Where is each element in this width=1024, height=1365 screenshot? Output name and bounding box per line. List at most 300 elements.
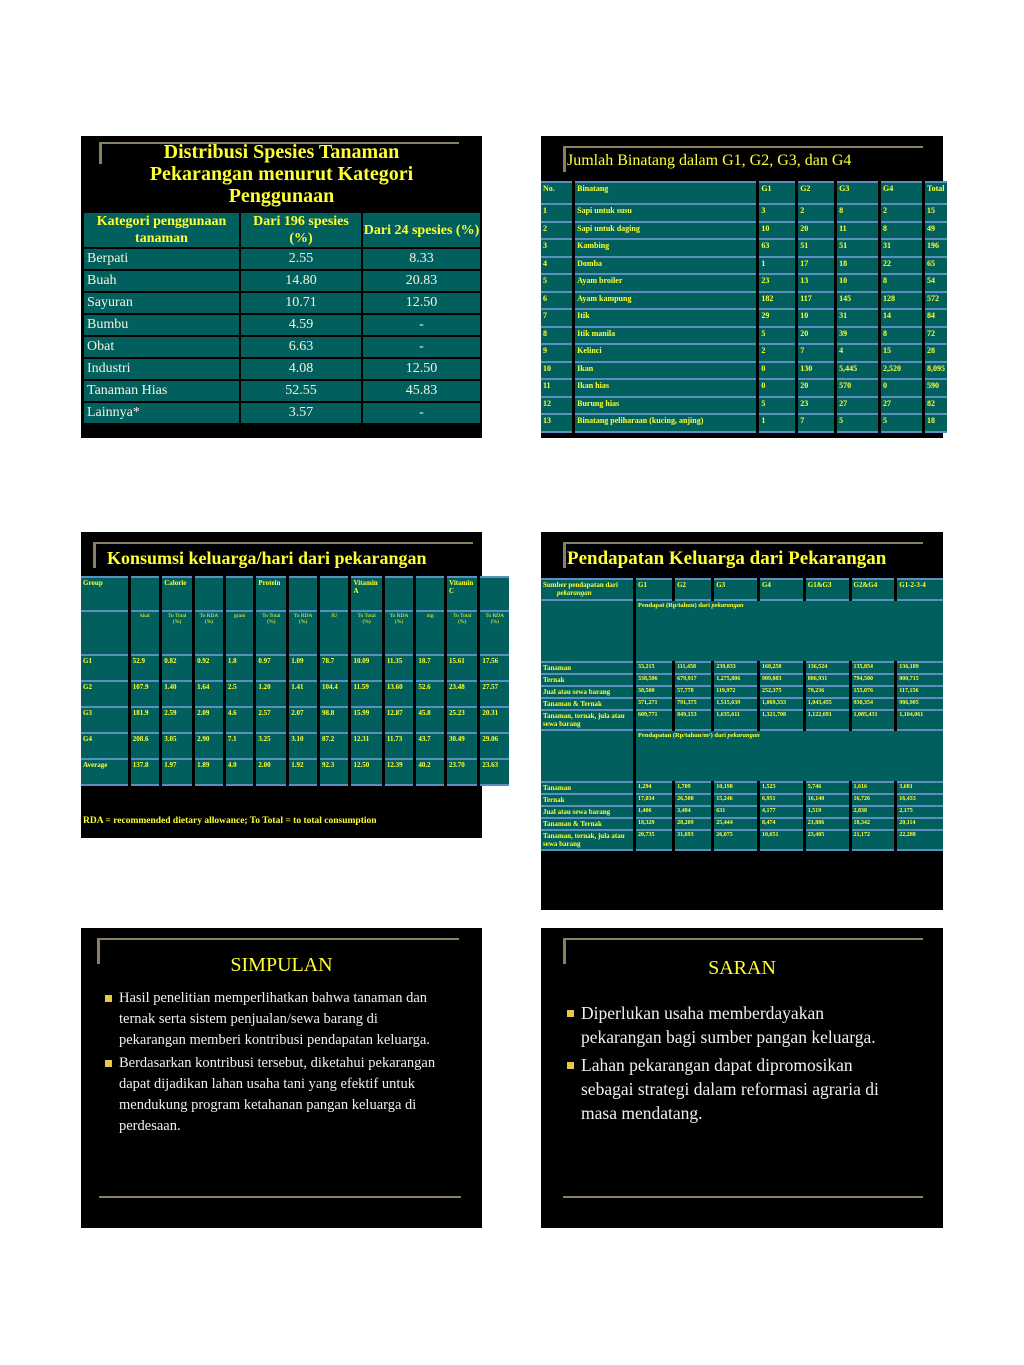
cell: 1,321,708 bbox=[758, 710, 804, 730]
cell: 145 bbox=[836, 292, 880, 310]
header-cell: G2 bbox=[797, 182, 836, 204]
cell: G2 bbox=[81, 681, 129, 707]
cell: Burung hias bbox=[574, 397, 758, 415]
subheader-cell: To Total (%) bbox=[161, 611, 194, 655]
cell: Tanaman & Ternak bbox=[541, 698, 635, 710]
cell: G1 bbox=[81, 655, 129, 681]
table-row bbox=[541, 397, 947, 415]
cell: Tanaman bbox=[541, 662, 635, 674]
table-row bbox=[81, 707, 509, 733]
cell: 20.31 bbox=[479, 707, 509, 733]
cell: 2,838 bbox=[850, 806, 896, 818]
value-cell: 20.83 bbox=[362, 270, 481, 292]
cell: Ayam broiler bbox=[574, 274, 758, 292]
slide-title: Pendapatan Keluarga dari Pekarangan bbox=[567, 548, 887, 569]
cell: 13 bbox=[797, 274, 836, 292]
cell: 1,523 bbox=[758, 782, 804, 794]
cell: 1,069,333 bbox=[758, 698, 804, 710]
header-category: Kategori penggunaan tanaman bbox=[83, 212, 240, 248]
value-cell: 8.33 bbox=[362, 248, 481, 270]
slide-title bbox=[81, 141, 482, 207]
table-row bbox=[83, 292, 481, 314]
cell: 1.20 bbox=[255, 681, 288, 707]
table-row bbox=[541, 698, 943, 710]
cell: 1,616 bbox=[850, 782, 896, 794]
cell: 4 bbox=[836, 344, 880, 362]
cell: 930,354 bbox=[850, 698, 896, 710]
cell: 20,114 bbox=[896, 818, 943, 830]
table-row bbox=[83, 380, 481, 402]
blank-cell bbox=[541, 600, 635, 662]
cell: 79,236 bbox=[804, 686, 850, 698]
cell: 10,198 bbox=[713, 782, 759, 794]
cell: 98.8 bbox=[318, 707, 349, 733]
cell: 1,104,061 bbox=[896, 710, 943, 730]
category-cell: Obat bbox=[83, 336, 240, 358]
cell: Itik bbox=[574, 309, 758, 327]
cell: 23.63 bbox=[479, 759, 509, 785]
cell: 806,931 bbox=[804, 674, 850, 686]
cell: 3.10 bbox=[288, 733, 319, 759]
cell: 15,246 bbox=[713, 794, 759, 806]
cell: 1 bbox=[758, 414, 797, 432]
cell: 31 bbox=[880, 239, 924, 257]
list-item bbox=[581, 1053, 901, 1125]
value-cell: 2.55 bbox=[240, 248, 362, 270]
cell: 14 bbox=[880, 309, 924, 327]
cell: 1 bbox=[541, 204, 574, 222]
cell: 1,085,431 bbox=[850, 710, 896, 730]
table-row bbox=[541, 710, 943, 730]
cell: 10 bbox=[541, 362, 574, 380]
cell: 27.57 bbox=[479, 681, 509, 707]
cell: 26,075 bbox=[713, 830, 759, 850]
table-row bbox=[541, 309, 947, 327]
cell: 5,746 bbox=[804, 782, 850, 794]
cell: 2 bbox=[541, 222, 574, 240]
cell: 2.07 bbox=[288, 707, 319, 733]
cell: 104.4 bbox=[318, 681, 349, 707]
cell: 51 bbox=[797, 239, 836, 257]
cell: 12.50 bbox=[350, 759, 383, 785]
category-cell: Buah bbox=[83, 270, 240, 292]
cell: 2,520 bbox=[880, 362, 924, 380]
cell: 23 bbox=[797, 397, 836, 415]
bullet-text: Hasil penelitian memperlihatkan bahwa tanaman dan ternak serta sistem penjualan/sewa barang di pekarangan memberi kontribusi pendapatan keluarga. bbox=[119, 990, 430, 1048]
header-cell: G2 bbox=[674, 579, 713, 600]
title-rule-tick bbox=[563, 146, 566, 172]
section-title-text: Pendapatan (Rp/tahun/m²) dari bbox=[638, 732, 728, 739]
cell: 40.2 bbox=[415, 759, 446, 785]
cell: 23.70 bbox=[446, 759, 479, 785]
cell: 1.89 bbox=[194, 759, 225, 785]
cell: 15.61 bbox=[446, 655, 479, 681]
slide-saran bbox=[541, 928, 943, 1228]
cell: 1.97 bbox=[161, 759, 194, 785]
header-line: Sumber pendapatan dari bbox=[543, 581, 618, 589]
subheader-cell: IU bbox=[318, 611, 349, 655]
slide-pendapatan bbox=[541, 532, 943, 910]
header-cell: Calorie bbox=[161, 577, 194, 611]
cell: 39 bbox=[836, 327, 880, 345]
title-rule-tick bbox=[563, 542, 566, 568]
cell: 2.00 bbox=[255, 759, 288, 785]
header-24: Dari 24 spesies (%) bbox=[362, 212, 481, 248]
header-cell: Vitamin C bbox=[446, 577, 479, 611]
category-cell: Berpati bbox=[83, 248, 240, 270]
bullet-icon bbox=[105, 1060, 112, 1067]
header-cell bbox=[194, 577, 225, 611]
cell: 2.59 bbox=[161, 707, 194, 733]
cell: 17 bbox=[797, 257, 836, 275]
section-title-em: pekarangan bbox=[711, 602, 744, 609]
cell: 18 bbox=[924, 414, 948, 432]
bullet-icon bbox=[567, 1010, 574, 1017]
cell: 11 bbox=[541, 379, 574, 397]
table-row bbox=[541, 204, 947, 222]
cell: 3.05 bbox=[161, 733, 194, 759]
cell: 2.57 bbox=[255, 707, 288, 733]
cell: 23,405 bbox=[804, 830, 850, 850]
cell: 1 bbox=[758, 257, 797, 275]
header-196: Dari 196 spesies (%) bbox=[240, 212, 362, 248]
category-cell: Lainnya* bbox=[83, 402, 240, 424]
table-row bbox=[541, 257, 947, 275]
header-cell bbox=[479, 577, 509, 611]
cell: 82 bbox=[924, 397, 948, 415]
cell: 182 bbox=[758, 292, 797, 310]
cell: 1.09 bbox=[288, 655, 319, 681]
cell: 12.39 bbox=[383, 759, 414, 785]
cell: 8 bbox=[836, 204, 880, 222]
cell: 10 bbox=[836, 274, 880, 292]
cell: 51 bbox=[836, 239, 880, 257]
cell: 849,153 bbox=[674, 710, 713, 730]
subheader-cell: To Total (%) bbox=[255, 611, 288, 655]
cell: 12.31 bbox=[350, 733, 383, 759]
table-row bbox=[541, 327, 947, 345]
cell: 0 bbox=[758, 362, 797, 380]
cell: 8 bbox=[880, 222, 924, 240]
cell: Sapi untuk susu bbox=[574, 204, 758, 222]
cell: 3 bbox=[758, 204, 797, 222]
cell: 45.8 bbox=[415, 707, 446, 733]
cell: 679,917 bbox=[674, 674, 713, 686]
cell: Binatang peliharaan (kucing, anjing) bbox=[574, 414, 758, 432]
cell: 7 bbox=[797, 344, 836, 362]
subheader-cell: To RDA (%) bbox=[194, 611, 225, 655]
cell: 10,651 bbox=[758, 830, 804, 850]
value-cell: 3.57 bbox=[240, 402, 362, 424]
table-row bbox=[541, 414, 947, 432]
cell: 135,854 bbox=[850, 662, 896, 674]
cell: 794,500 bbox=[850, 674, 896, 686]
conclusion-list bbox=[119, 988, 439, 1137]
cell: 5 bbox=[836, 414, 880, 432]
cell: 117 bbox=[797, 292, 836, 310]
cell: 10 bbox=[797, 309, 836, 327]
table-row bbox=[81, 655, 509, 681]
blank-cell bbox=[541, 730, 635, 782]
table-row bbox=[83, 358, 481, 380]
table-header-row bbox=[541, 182, 947, 204]
table-row bbox=[541, 662, 943, 674]
table-row bbox=[541, 782, 943, 794]
cell: 3.25 bbox=[255, 733, 288, 759]
cell: 22 bbox=[880, 257, 924, 275]
value-cell: 12.50 bbox=[362, 358, 481, 380]
cell: 1,122,691 bbox=[804, 710, 850, 730]
cell: 9 bbox=[541, 344, 574, 362]
subheader-cell: mg bbox=[415, 611, 446, 655]
cell: 155,076 bbox=[850, 686, 896, 698]
cell: 43.7 bbox=[415, 733, 446, 759]
cell: Ayam kampung bbox=[574, 292, 758, 310]
cell: 30.49 bbox=[446, 733, 479, 759]
bullet-icon bbox=[567, 1062, 574, 1069]
cell: 52.9 bbox=[129, 655, 160, 681]
income-table bbox=[541, 578, 943, 851]
header-cell: G1-2-3-4 bbox=[896, 579, 943, 600]
table-row bbox=[83, 402, 481, 424]
cell: 13 bbox=[541, 414, 574, 432]
subheader-cell: To Total (%) bbox=[350, 611, 383, 655]
cell: Jual atau sewa barang bbox=[541, 686, 635, 698]
cell: 16,140 bbox=[804, 794, 850, 806]
cell: 2.09 bbox=[194, 707, 225, 733]
value-cell: 14.80 bbox=[240, 270, 362, 292]
cell: 11.59 bbox=[350, 681, 383, 707]
cell: 371,271 bbox=[635, 698, 674, 710]
cell: 1,275,806 bbox=[713, 674, 759, 686]
header-cell: Total bbox=[924, 182, 948, 204]
cell: 8 bbox=[880, 274, 924, 292]
cell: 20,735 bbox=[635, 830, 674, 850]
cell: 117,156 bbox=[896, 686, 943, 698]
cell: 986,905 bbox=[896, 698, 943, 710]
cell: 92.3 bbox=[318, 759, 349, 785]
title-rule bbox=[97, 938, 459, 940]
header-cell bbox=[129, 577, 160, 611]
cell: 18 bbox=[836, 257, 880, 275]
cell: 2 bbox=[797, 204, 836, 222]
cell: 2 bbox=[880, 204, 924, 222]
cell: 25.23 bbox=[446, 707, 479, 733]
cell: 6,951 bbox=[758, 794, 804, 806]
cell: 181.9 bbox=[129, 707, 160, 733]
header-cell bbox=[415, 577, 446, 611]
table-row bbox=[541, 806, 943, 818]
cell: 136,524 bbox=[804, 662, 850, 674]
cell: 128 bbox=[880, 292, 924, 310]
cell: 800,715 bbox=[896, 674, 943, 686]
table-header-row bbox=[541, 579, 943, 600]
value-cell: 12.50 bbox=[362, 292, 481, 314]
table-row bbox=[541, 274, 947, 292]
cell: 5 bbox=[758, 397, 797, 415]
cell: 65 bbox=[924, 257, 948, 275]
bullet-text: Lahan pekarangan dapat dipromosikan sebagai strategi dalam reformasi agraria di masa mendatang. bbox=[581, 1055, 879, 1123]
cell: 1.92 bbox=[288, 759, 319, 785]
cell: 21,172 bbox=[850, 830, 896, 850]
cell: 1.40 bbox=[161, 681, 194, 707]
cell: 7 bbox=[541, 309, 574, 327]
header-cell: G1&G3 bbox=[804, 579, 850, 600]
cell: 29 bbox=[758, 309, 797, 327]
list-item bbox=[119, 988, 439, 1051]
subheader-cell: gram bbox=[224, 611, 255, 655]
slide-distribusi-spesies bbox=[81, 136, 482, 438]
title-line: Distribusi Spesies Tanaman bbox=[163, 141, 400, 163]
header-cell: G1 bbox=[635, 579, 674, 600]
cell: 111,458 bbox=[674, 662, 713, 674]
table-row bbox=[83, 270, 481, 292]
cell: 136,189 bbox=[896, 662, 943, 674]
value-cell: 52.55 bbox=[240, 380, 362, 402]
section-row bbox=[541, 600, 943, 662]
list-item bbox=[119, 1053, 439, 1137]
cell: 15.99 bbox=[350, 707, 383, 733]
cell: 0 bbox=[758, 379, 797, 397]
header-line: pekarangan bbox=[557, 589, 592, 597]
cell: 22,288 bbox=[896, 830, 943, 850]
cell: 87.2 bbox=[318, 733, 349, 759]
cell: 72 bbox=[924, 327, 948, 345]
cell: 130 bbox=[797, 362, 836, 380]
title-rule bbox=[93, 542, 473, 544]
cell: Ternak bbox=[541, 794, 635, 806]
title-rule bbox=[563, 146, 923, 148]
cell: 4 bbox=[541, 257, 574, 275]
cell: 28,209 bbox=[674, 818, 713, 830]
bottom-rule bbox=[563, 1196, 923, 1198]
cell: 338,506 bbox=[635, 674, 674, 686]
cell: 26,500 bbox=[674, 794, 713, 806]
species-table bbox=[82, 211, 482, 425]
header-cell: Binatang bbox=[574, 182, 758, 204]
header-cell bbox=[224, 577, 255, 611]
cell: 609,771 bbox=[635, 710, 674, 730]
cell: 8 bbox=[880, 327, 924, 345]
cell: 5 bbox=[541, 274, 574, 292]
table-row bbox=[541, 239, 947, 257]
cell: 13.60 bbox=[383, 681, 414, 707]
cell: 84 bbox=[924, 309, 948, 327]
cell: Ikan hias bbox=[574, 379, 758, 397]
cell: 4.6 bbox=[224, 707, 255, 733]
cell: 0 bbox=[880, 379, 924, 397]
header-cell bbox=[288, 577, 319, 611]
cell: 8 bbox=[541, 327, 574, 345]
cell: G3 bbox=[81, 707, 129, 733]
table-row bbox=[81, 733, 509, 759]
cell: 252,375 bbox=[758, 686, 804, 698]
cell: 1.41 bbox=[288, 681, 319, 707]
cell: Tanaman, ternak, jula atau sewa barang bbox=[541, 830, 635, 850]
cell: 8,474 bbox=[758, 818, 804, 830]
cell: 10 bbox=[758, 222, 797, 240]
cell: 1.64 bbox=[194, 681, 225, 707]
cell: Ikan bbox=[574, 362, 758, 380]
slide-simpulan bbox=[81, 928, 482, 1228]
value-cell: 4.59 bbox=[240, 314, 362, 336]
cell: 18,329 bbox=[635, 818, 674, 830]
value-cell: 4.08 bbox=[240, 358, 362, 380]
cell: 208.6 bbox=[129, 733, 160, 759]
category-cell: Bumbu bbox=[83, 314, 240, 336]
slide-title: SIMPULAN bbox=[230, 954, 333, 976]
cell: Kelinci bbox=[574, 344, 758, 362]
slide-jumlah-binatang bbox=[541, 136, 943, 438]
cell: 16,433 bbox=[896, 794, 943, 806]
cell: 7 bbox=[797, 414, 836, 432]
cell: 1,515,639 bbox=[713, 698, 759, 710]
subheader-cell: To RDA (%) bbox=[288, 611, 319, 655]
header-cell bbox=[541, 579, 635, 600]
value-cell: 45.83 bbox=[362, 380, 481, 402]
cell: 16,726 bbox=[850, 794, 896, 806]
cell: 1,406 bbox=[635, 806, 674, 818]
cell: 3,484 bbox=[674, 806, 713, 818]
cell: 0.82 bbox=[161, 655, 194, 681]
cell: 31 bbox=[836, 309, 880, 327]
cell: 8,095 bbox=[924, 362, 948, 380]
cell: 11.35 bbox=[383, 655, 414, 681]
cell: 21,886 bbox=[804, 818, 850, 830]
value-cell: - bbox=[362, 336, 481, 358]
cell: 1.8 bbox=[224, 655, 255, 681]
cell: Itik manila bbox=[574, 327, 758, 345]
cell: 5 bbox=[758, 327, 797, 345]
cell: 78.7 bbox=[318, 655, 349, 681]
cell: 27 bbox=[836, 397, 880, 415]
table-header-row bbox=[83, 212, 481, 248]
cell: 3 bbox=[541, 239, 574, 257]
header-cell: G4 bbox=[880, 182, 924, 204]
value-cell: - bbox=[362, 314, 481, 336]
table-row bbox=[83, 336, 481, 358]
cell: 1,709 bbox=[674, 782, 713, 794]
slide-title: Jumlah Binatang dalam G1, G2, G3, dan G4 bbox=[567, 152, 852, 169]
header-cell: Group bbox=[81, 577, 129, 611]
table-row bbox=[541, 379, 947, 397]
table-row bbox=[541, 344, 947, 362]
category-cell: Industri bbox=[83, 358, 240, 380]
header-cell: G4 bbox=[758, 579, 804, 600]
cell: 20 bbox=[797, 222, 836, 240]
cell: 25,444 bbox=[713, 818, 759, 830]
cell: Jual atau sewa barang bbox=[541, 806, 635, 818]
table-row bbox=[541, 292, 947, 310]
cell: Tanaman & Ternak bbox=[541, 818, 635, 830]
cell: 791,375 bbox=[674, 698, 713, 710]
footnote: RDA = recommended dietary allowance; To Total = to total consumption bbox=[83, 816, 377, 826]
cell: 1,294 bbox=[635, 782, 674, 794]
header-cell: G1 bbox=[758, 182, 797, 204]
cell: 11.73 bbox=[383, 733, 414, 759]
list-item bbox=[581, 1001, 901, 1049]
table-row bbox=[541, 674, 943, 686]
cell: 137.8 bbox=[129, 759, 160, 785]
cell: Kambing bbox=[574, 239, 758, 257]
slide-title: SARAN bbox=[708, 957, 776, 979]
cell: 7.1 bbox=[224, 733, 255, 759]
bottom-rule bbox=[99, 1196, 461, 1198]
header-cell: Protein bbox=[255, 577, 288, 611]
slide-konsumsi bbox=[81, 532, 505, 838]
cell: 63 bbox=[758, 239, 797, 257]
title-rule bbox=[563, 938, 923, 940]
